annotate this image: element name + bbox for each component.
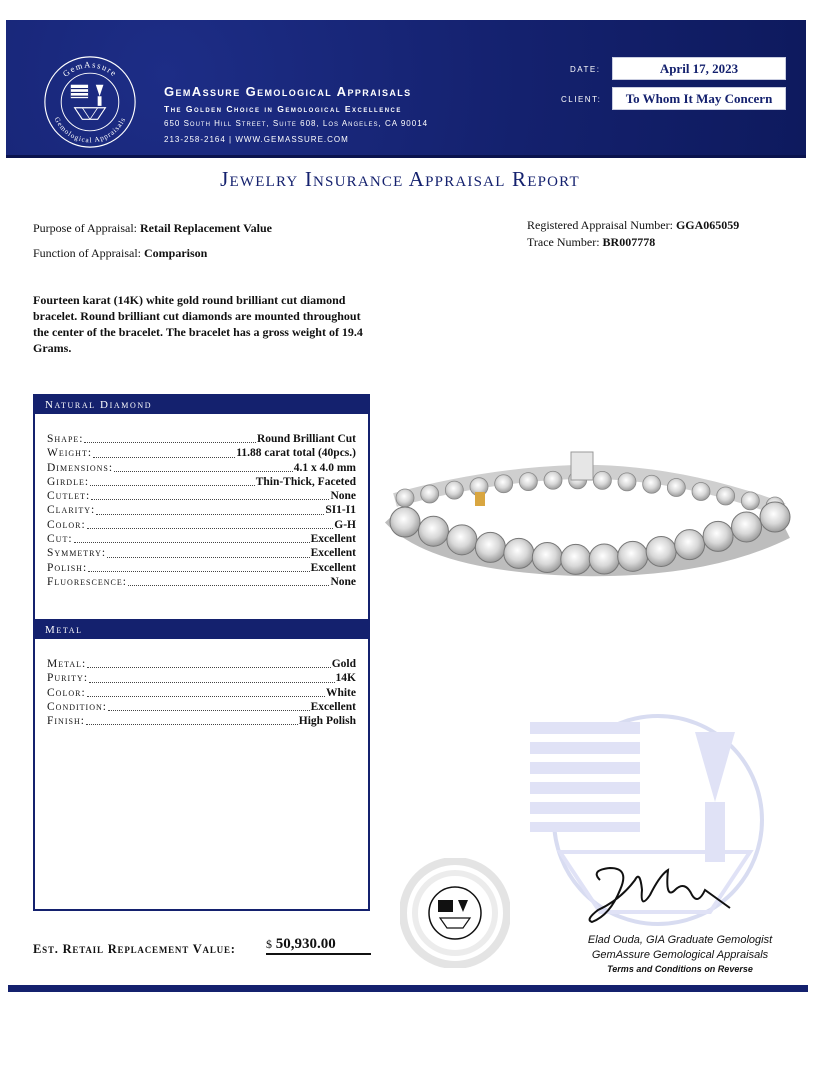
dot-leader bbox=[87, 686, 325, 697]
appraiser-company: GemAssure Gemological Appraisals bbox=[591, 949, 769, 961]
gemassure-seal-logo bbox=[42, 54, 138, 150]
dot-leader bbox=[87, 657, 330, 668]
diamond-spec-label: Clarity: bbox=[47, 504, 96, 517]
company-address: 650 South Hill Street, Suite 608, Los Angeles, CA 90014 bbox=[164, 119, 429, 128]
gemassure-embossed-stamp bbox=[400, 858, 510, 968]
diamond-stone bbox=[618, 473, 636, 491]
metal-spec-value: White bbox=[325, 686, 356, 699]
diamond-spec-row bbox=[47, 561, 356, 575]
diamond-stone bbox=[675, 530, 705, 560]
diamond-stone bbox=[418, 516, 448, 546]
diamond-stone bbox=[741, 492, 759, 510]
metal-spec-value: High Polish bbox=[298, 715, 356, 728]
dot-leader bbox=[86, 714, 298, 725]
diamond-spec-row bbox=[47, 503, 356, 517]
diamond-stone bbox=[717, 487, 735, 505]
report-title: Jewelry Insurance Appraisal Report bbox=[220, 167, 580, 191]
diamond-stone bbox=[593, 471, 611, 489]
diamond-stone bbox=[532, 542, 562, 572]
metal-spec-row bbox=[47, 714, 356, 728]
diamond-spec-row bbox=[47, 475, 356, 489]
diamond-bracelet-photo bbox=[375, 440, 795, 605]
metal-spec-list bbox=[35, 639, 368, 728]
diamond-spec-row bbox=[47, 489, 356, 503]
diamond-stone bbox=[396, 489, 414, 507]
svg-text:GemAssure: GemAssure bbox=[60, 59, 120, 79]
date-label: DATE: bbox=[570, 65, 601, 74]
terms-note: Terms and Conditions on Reverse bbox=[607, 964, 753, 974]
diamond-spec-row bbox=[47, 546, 356, 560]
metal-spec-row bbox=[47, 700, 356, 714]
diamond-spec-row bbox=[47, 518, 356, 532]
diamond-stone bbox=[447, 525, 477, 555]
trace-label: Trace Number: bbox=[527, 235, 600, 249]
currency-symbol: $ bbox=[266, 937, 272, 951]
footer-bar bbox=[8, 985, 808, 992]
dot-leader bbox=[96, 503, 324, 514]
purpose-label: Purpose of Appraisal: bbox=[33, 221, 137, 235]
metal-spec-label: Metal: bbox=[47, 658, 87, 670]
diamond-spec-row bbox=[47, 461, 356, 475]
metal-spec-value: 14K bbox=[335, 672, 356, 685]
letterhead-header bbox=[6, 20, 806, 158]
date-value-box: April 17, 2023 bbox=[612, 57, 786, 80]
metal-spec-label: Purity: bbox=[47, 672, 89, 685]
company-name: GemAssure Gemological Appraisals bbox=[164, 84, 412, 99]
dot-leader bbox=[87, 518, 334, 529]
metal-spec-row bbox=[47, 686, 356, 700]
diamond-spec-label: Symmetry: bbox=[47, 547, 107, 560]
client-value-box: To Whom It May Concern bbox=[612, 87, 786, 110]
retail-value-amount bbox=[266, 936, 371, 955]
company-tagline: The Golden Choice in Gemological Excellence bbox=[164, 104, 402, 114]
diamond-stone bbox=[703, 521, 733, 551]
diamond-spec-value: Excellent bbox=[310, 533, 356, 546]
diamond-stone bbox=[390, 507, 420, 537]
metal-spec-row bbox=[47, 671, 356, 685]
diamond-spec-row bbox=[47, 575, 356, 589]
diamond-stone bbox=[618, 541, 648, 571]
diamond-stone bbox=[643, 475, 661, 493]
function-label: Function of Appraisal: bbox=[33, 246, 141, 260]
natural-diamond-heading: Natural Diamond bbox=[35, 396, 368, 414]
natural-diamond-panel bbox=[33, 394, 370, 622]
appraiser-signature bbox=[580, 860, 740, 930]
diamond-stone bbox=[589, 544, 619, 574]
function-value: Comparison bbox=[144, 246, 208, 260]
diamond-stone bbox=[475, 532, 505, 562]
metal-spec-label: Condition: bbox=[47, 700, 107, 713]
diamond-spec-value: Thin-Thick, Faceted bbox=[255, 475, 356, 488]
diamond-spec-label: Cutlet: bbox=[47, 490, 91, 503]
diamond-spec-value: Excellent bbox=[310, 547, 356, 560]
item-description: Fourteen karat (14K) white gold round brilliant cut diamond bracelet. Round brilliant cut diamonds are mounted throughout the center of the bracelet. The bracelet has a gross weight of 19.4 Grams. bbox=[33, 293, 363, 355]
purpose-of-appraisal bbox=[33, 221, 272, 236]
diamond-spec-row bbox=[47, 532, 356, 546]
diamond-stone bbox=[445, 481, 463, 499]
diamond-stone bbox=[760, 502, 790, 532]
registered-appraisal-number bbox=[527, 218, 739, 233]
diamond-spec-value: Excellent bbox=[310, 561, 356, 574]
diamond-stone bbox=[495, 475, 513, 493]
amount-value: 50,930.00 bbox=[275, 936, 336, 952]
dot-leader bbox=[93, 446, 235, 457]
retail-value-label: Est. Retail Replacement Value: bbox=[33, 942, 236, 956]
diamond-spec-row bbox=[47, 446, 356, 460]
client-label: CLIENT: bbox=[561, 95, 602, 104]
diamond-spec-label: Weight: bbox=[47, 447, 93, 460]
metal-heading: Metal bbox=[35, 621, 368, 639]
metal-spec-label: Finish: bbox=[47, 715, 85, 728]
diamond-spec-list bbox=[35, 414, 368, 589]
diamond-spec-label: Cut: bbox=[47, 533, 73, 546]
diamond-spec-value: SI1-I1 bbox=[325, 504, 356, 517]
diamond-spec-row bbox=[47, 432, 356, 446]
dot-leader bbox=[84, 432, 255, 443]
trace-number bbox=[527, 235, 655, 250]
diamond-spec-value: None bbox=[330, 575, 356, 588]
diamond-stone bbox=[504, 538, 534, 568]
dot-leader bbox=[74, 532, 310, 543]
diamond-spec-value: Round Brilliant Cut bbox=[256, 433, 356, 445]
trace-value: BR007778 bbox=[602, 235, 656, 249]
metal-panel bbox=[33, 619, 370, 911]
svg-text:Gemological Appraisals: Gemological Appraisals bbox=[52, 115, 128, 145]
appraiser-name: Elad Ouda, GIA Graduate Gemologist bbox=[587, 934, 773, 946]
metal-spec-value: Excellent bbox=[310, 700, 356, 713]
dot-leader bbox=[107, 546, 310, 557]
diamond-spec-label: Fluorescence: bbox=[47, 575, 127, 588]
diamond-stone bbox=[519, 473, 537, 491]
registered-value: GGA065059 bbox=[675, 218, 740, 232]
diamond-stone bbox=[732, 512, 762, 542]
diamond-spec-label: Shape: bbox=[47, 433, 84, 445]
metal-spec-row bbox=[47, 657, 356, 671]
diamond-stone bbox=[646, 536, 676, 566]
diamond-stone bbox=[561, 544, 591, 574]
dot-leader bbox=[88, 561, 309, 572]
metal-spec-value: Gold bbox=[331, 658, 356, 670]
diamond-stone bbox=[544, 471, 562, 489]
dot-leader bbox=[108, 700, 310, 711]
dot-leader bbox=[128, 575, 330, 586]
function-of-appraisal bbox=[33, 246, 207, 261]
diamond-spec-value: None bbox=[330, 490, 356, 503]
registered-label: Registered Appraisal Number: bbox=[527, 218, 673, 232]
diamond-spec-value: 11.88 carat total (40pcs.) bbox=[236, 447, 356, 460]
diamond-spec-value: G-H bbox=[334, 518, 356, 531]
diamond-spec-label: Color: bbox=[47, 518, 86, 531]
diamond-spec-label: Dimensions: bbox=[47, 461, 114, 474]
diamond-spec-label: Girdle: bbox=[47, 475, 90, 488]
metal-spec-label: Color: bbox=[47, 686, 86, 699]
dot-leader bbox=[91, 489, 329, 500]
purpose-value: Retail Replacement Value bbox=[140, 221, 272, 235]
company-contact: 213-258-2164 | WWW.GEMASSURE.COM bbox=[164, 135, 349, 144]
dot-leader bbox=[89, 671, 335, 682]
dot-leader bbox=[114, 461, 293, 472]
diamond-stone bbox=[692, 482, 710, 500]
diamond-spec-label: Polish: bbox=[47, 561, 88, 574]
diamond-spec-value: 4.1 x 4.0 mm bbox=[293, 461, 356, 474]
diamond-stone bbox=[421, 485, 439, 503]
dot-leader bbox=[90, 475, 255, 486]
diamond-stone bbox=[667, 479, 685, 497]
